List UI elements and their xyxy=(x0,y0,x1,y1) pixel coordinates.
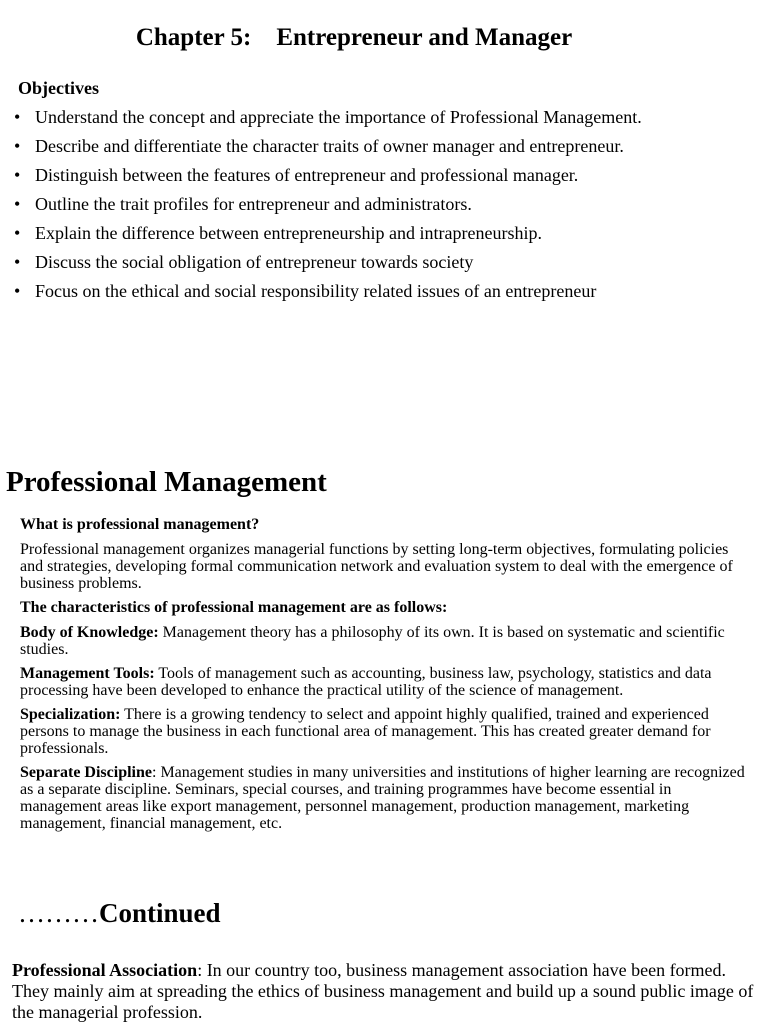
bullet-icon: • xyxy=(14,281,21,301)
characteristic-text: Tools of management such as accounting, business law, psychology, statistics and data processing have been developed to enhance the practical utility of the science of management. xyxy=(20,665,712,699)
characteristic-term: Separate Discipline xyxy=(20,764,152,781)
characteristic-text: Management theory has a philosophy of its own. It is based on systematic and scientific studies. xyxy=(20,624,725,658)
objective-text: Outline the trait profiles for entrepreneur and administrators. xyxy=(35,194,472,214)
characteristic-text: : Management studies in many universities and institutions of higher learning are recognized as a separate discipline. Seminars, special courses, and training programmes have become essential in management areas like export management, personnel management, production management, marketing management, financial management, etc. xyxy=(20,764,745,832)
characteristic-item xyxy=(20,764,755,832)
characteristic-item xyxy=(20,665,755,699)
objective-item xyxy=(14,220,642,249)
objective-item xyxy=(14,133,642,162)
characteristic-item xyxy=(20,706,755,757)
objective-text: Understand the concept and appreciate the importance of Professional Management. xyxy=(35,107,642,127)
pm-content xyxy=(20,541,755,839)
objective-text: Explain the difference between entrepreneurship and intrapreneurship. xyxy=(35,223,542,243)
continued-title xyxy=(18,898,221,929)
bullet-icon: • xyxy=(14,136,21,156)
continued-dots: ……… xyxy=(18,898,99,928)
characteristic-item xyxy=(20,624,755,658)
characteristic-term: Specialization: xyxy=(20,706,121,723)
pm-definition: Professional management organizes managerial functions by setting long-term objectives, formulating policies and strategies, developing formal communication network and evaluation system to deal with the emergence of business problems. xyxy=(20,541,733,592)
objective-item xyxy=(14,162,642,191)
objective-item xyxy=(14,191,642,220)
objective-text: Discuss the social obligation of entrepreneur towards society xyxy=(35,252,474,272)
bullet-icon: • xyxy=(14,194,21,214)
pm-question: What is professional management? xyxy=(20,516,260,533)
professional-management-title: Professional Management xyxy=(6,466,327,498)
characteristic-term: Management Tools: xyxy=(20,665,155,682)
chapter-title: Chapter 5: Entrepreneur and Manager xyxy=(135,24,573,51)
objective-text: Describe and differentiate the character traits of owner manager and entrepreneur. xyxy=(35,136,624,156)
bullet-icon: • xyxy=(14,165,21,185)
professional-association-text: : In our country too, business management association have been formed. They mainly aim at spreading the ethics of business management and build up a sound public image of the managerial profession. xyxy=(12,960,754,1022)
professional-association-term: Professional Association xyxy=(12,960,198,980)
objective-text: Focus on the ethical and social responsibility related issues of an entrepreneur xyxy=(35,281,597,301)
objectives-heading: Objectives xyxy=(18,78,99,98)
bullet-icon: • xyxy=(14,252,21,272)
professional-association-paragraph xyxy=(12,960,762,1023)
bullet-icon: • xyxy=(14,107,21,127)
objective-item xyxy=(14,104,642,133)
objective-item xyxy=(14,278,642,307)
objective-text: Distinguish between the features of entrepreneur and professional manager. xyxy=(35,165,579,185)
objective-item xyxy=(14,249,642,278)
characteristic-text: There is a growing tendency to select and appoint highly qualified, trained and experienced persons to manage the business in each functional area of management. This has created greater demand for professionals. xyxy=(20,706,711,757)
objectives-list xyxy=(14,104,642,307)
continued-title-text: Continued xyxy=(99,898,221,928)
characteristics-heading: The characteristics of professional management are as follows: xyxy=(20,599,448,616)
characteristic-term: Body of Knowledge: xyxy=(20,624,159,641)
bullet-icon: • xyxy=(14,223,21,243)
